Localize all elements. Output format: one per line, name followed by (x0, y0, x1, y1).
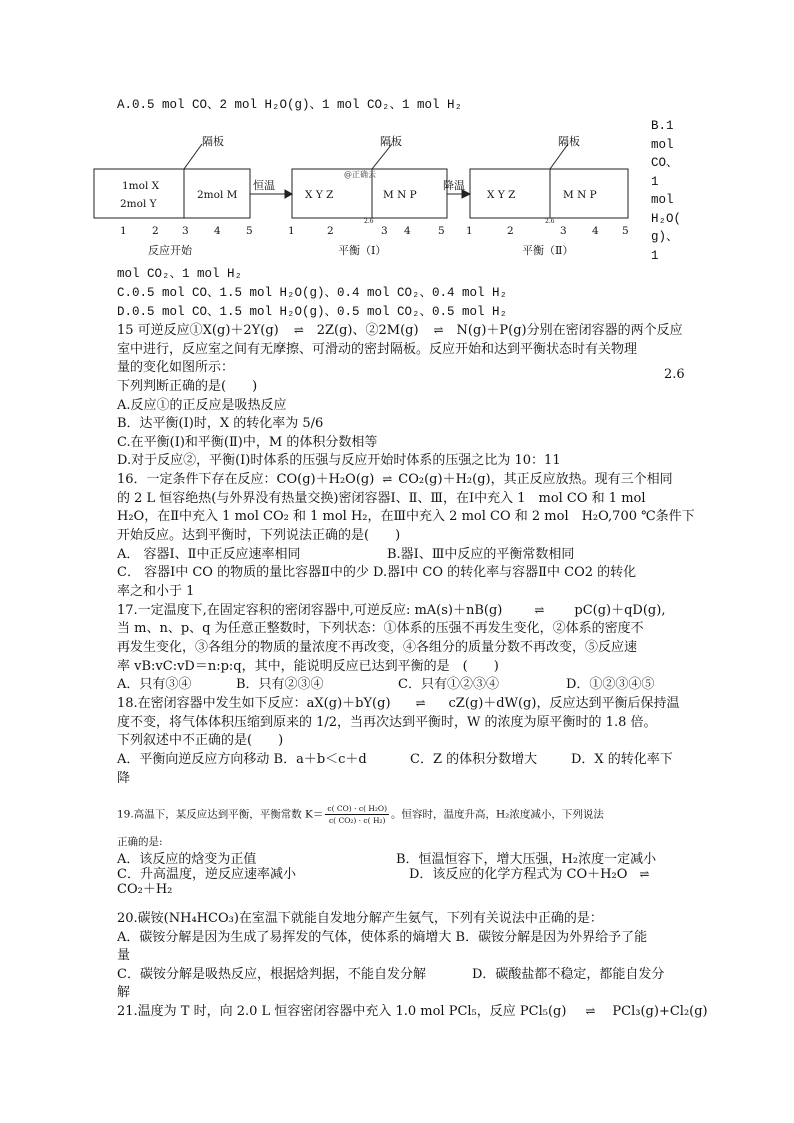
box1-left-line2: 2mol Y (120, 198, 157, 210)
q18-option-c: C．Z 的体积分数增大 (410, 752, 538, 767)
q14-option-d: D.0.5 mol CO、1.5 mol H₂O(g)、0.5 mol CO₂、0.5 mol H₂ (117, 305, 508, 319)
caption-start: 反应开始 (148, 244, 192, 257)
fraction-denominator: c( CO₂) · c( H₂) (328, 816, 386, 825)
tick-label: 3 (381, 225, 388, 237)
tick-label: 4 (592, 225, 599, 237)
q20-option-d: D．碳酸盐都不稳定，都能自发分 (472, 967, 665, 982)
q19-part: 。恒容时，温度升高，H₂浓度减小，下列说法 (391, 808, 604, 821)
box1-right: 2mol M (197, 189, 238, 201)
q15-option-d: D.对于反应②，平衡(Ⅰ)时体系的压强与反应开始时体系的压强之比为 10：11 (117, 453, 561, 468)
fraction-numerator: c( CO) · c( H₂O) (327, 804, 387, 813)
q15-stem-line4: 下列判断正确的是( ) (117, 379, 258, 394)
q20-line5: 解 (117, 985, 131, 1000)
side-value: 2.6 (664, 367, 685, 382)
tick-label: 5 (622, 225, 629, 237)
q21-part: PCl₃(g)+Cl₂(g) (612, 1004, 708, 1019)
q18-option-ab: A．平衡向逆反应方向移动 B．a＋b＜c＋d (117, 752, 367, 767)
q14-option-b-line: g)、 (651, 230, 679, 244)
tick-label: 3 (560, 225, 567, 237)
tick-label: 5 (438, 225, 445, 237)
box1-left-line1: 1mol X (122, 180, 160, 192)
q21-part: 21.温度为 T 时，向 2.0 L 恒容密闭容器中充入 1.0 mol PCl₅，反应 PCl₅(g) (117, 1004, 567, 1019)
q17-option-b: B．只有②③④ (236, 677, 324, 692)
q18-part: 18.在密闭容器中发生如下反应：aX(g)＋bY(g) (117, 696, 391, 711)
q17-part: pC(g)＋qD(g), (574, 603, 666, 618)
q19-line1 (117, 803, 604, 826)
reaction-chamber-figure (90, 130, 650, 260)
q15-stem-line1 (117, 322, 683, 339)
q20-option-c: C．碳铵分解是吸热反应，根据焓判据，不能自发分解 (117, 967, 426, 982)
q17-line2: 当 m、n、p、q 为任意正整数时，下列状态：①体系的压强不再发生变化，②体系的密度不 (117, 621, 644, 636)
q17-option-d: D．①②③④⑤ (566, 677, 655, 692)
q16-line4: 开始反应。达到平衡时，下列说法正确的是( ) (117, 528, 401, 543)
q18-line2: 度不变，将气体体积压缩到原来的 1/2，当再次达到平衡时，W 的浓度为原平衡时的 1.8 倍。 (117, 715, 657, 730)
tick-label: 2 (152, 225, 159, 237)
partition-label: 隔板 (558, 135, 580, 148)
q18-option-d: D．X 的转化率下 (571, 752, 673, 767)
q16-line2: 的 2 L 恒容绝热(与外界没有热量交换)密闭容器Ⅰ、Ⅱ、Ⅲ，在Ⅰ中充入 1 mol CO 和 1 mol (117, 491, 646, 506)
q14-option-b-tail: mol CO₂、1 mol H₂ (117, 267, 243, 281)
tick-label: 4 (214, 225, 221, 237)
box2-right-species: M N P (383, 189, 417, 201)
q18-line3: 下列叙述中不正确的是( ) (117, 733, 284, 748)
q19-part: D．该反应的化学方程式为 CO＋H₂O (409, 867, 628, 882)
q18-option-d-tail: 降 (117, 771, 131, 786)
q15-option-c: C.在平衡(Ⅰ)和平衡(Ⅱ)中，M 的体积分数相等 (117, 435, 378, 450)
q14-option-b-line: H₂O( (651, 211, 682, 226)
q19-option-b: B．恒温恒容下，增大压强，H₂浓度一定减小 (396, 852, 657, 867)
q16-line3: H₂O，在Ⅱ中充入 1 mol CO₂ 和 1 mol H₂，在Ⅲ中充入 2 mol CO 和 2 mol H₂O,700 ℃条件下 (117, 509, 695, 524)
equilibrium-arrow-icon: ⇌ (415, 696, 424, 710)
q14-option-b-line: CO、 (651, 156, 679, 170)
q18-part: cZ(g)＋dW(g)，反应达到平衡后保持温 (448, 696, 680, 711)
q14-option-b-line: mol (651, 193, 674, 207)
tick-label: 2 (327, 225, 334, 237)
q19-part: 19.高温下，某反应达到平衡，平衡常数 K＝ (117, 808, 324, 821)
q17-line1 (117, 602, 665, 619)
equilibrium-arrow-icon: ⇌ (585, 1004, 594, 1018)
equilibrium-arrow-icon: ⇌ (639, 867, 648, 881)
q16-option-b: B.器Ⅰ、Ⅲ中反应的平衡常数相同 (387, 547, 575, 562)
box2-left-species: X Y Z (305, 189, 334, 201)
arrow2-label: 降温 (443, 179, 465, 192)
q14-option-b-line: B.1 (651, 119, 674, 133)
q19-line2: 正确的是: (117, 836, 163, 848)
tick-extra-label: 2.6 (364, 218, 374, 225)
equilibrium-constant-fraction (325, 803, 389, 826)
caption-eq1: 平衡（Ⅰ） (338, 244, 387, 257)
q14-option-b-line: 1 (651, 174, 659, 189)
q19-option-d (409, 866, 659, 883)
partition-label: 隔板 (202, 135, 224, 148)
q14-option-a: A.0.5 mol CO、2 mol H₂O(g)、1 mol CO₂、1 mol H₂ (117, 98, 463, 112)
equilibrium-arrow-icon: ⇌ (534, 603, 543, 617)
tick-label: 1 (120, 225, 127, 237)
q15-stem-line3: 量的变化如图所示： (117, 360, 235, 375)
q15-stem-part: 15 可逆反应①X(g)＋2Y(g) (117, 323, 279, 338)
q14-option-c: C.0.5 mol CO、1.5 mol H₂O(g)、0.4 mol CO₂、0.4 mol H₂ (117, 286, 508, 300)
q16-option-a: A． 容器Ⅰ、Ⅱ中正反应速率相同 (117, 547, 301, 562)
q17-part: 17.一定温度下,在固定容积的密闭容器中,可逆反应: mA(s)＋nB(g) (117, 603, 503, 618)
q17-line4: 率 vB:vC:vD＝n:p:q，其中，能说明反应已达到平衡的是 ( ) (117, 659, 499, 674)
q15-stem-line2: 室中进行，反应室之间有无摩擦、可滑动的密封隔板。反应开始和达到平衡状态时有关物理 (117, 342, 638, 357)
q20-line3: 量 (117, 948, 131, 963)
q16-option-d-tail: 率之和小于 1 (117, 584, 195, 599)
box3-left-species: X Y Z (487, 189, 516, 201)
partition-label: 隔板 (380, 135, 402, 148)
q16-option-cd: C． 容器Ⅰ中 CO 的物质的量比容器Ⅱ中的少 D.器Ⅰ中 CO 的转化率与容器Ⅱ中 CO2 的转化 (117, 565, 637, 580)
equilibrium-arrow-icon: ⇌ (293, 323, 302, 337)
q15-stem-part: 2Z(g)、②2M(g) (316, 323, 419, 338)
equilibrium-arrow-icon: ⇌ (382, 472, 391, 486)
equilibrium-arrow-icon: ⇌ (433, 323, 442, 337)
tick-label: 1 (288, 225, 295, 237)
q17-option-c: C．只有①②③④ (398, 677, 499, 692)
q17-line3: 再发生变化，③各组分的物质的量浓度不再改变，④各组分的质量分数不再改变，⑤反应速 (117, 640, 638, 655)
q20-line1: 20.碳铵(NH₄HCO₃)在室温下就能自发地分解产生氨气，下列有关说法中正确的是： (117, 911, 603, 926)
q16-part: 16．一定条件下存在反应：CO(g)＋H₂O(g) (117, 472, 375, 487)
q14-option-b-line: 1 (651, 248, 659, 263)
q17-option-a: A．只有③④ (117, 677, 192, 692)
q15-option-b: B．达平衡(Ⅰ)时，X 的转化率为 5/6 (117, 416, 324, 431)
q14-option-b-line: mol (651, 137, 674, 152)
box3-right-species: M N P (563, 189, 597, 201)
q16-line1 (117, 471, 673, 488)
tick-label: 1 (466, 225, 473, 237)
q15-stem-part: N(g)＋P(g)分别在密闭容器的两个反应 (456, 323, 683, 338)
tick-label: 5 (246, 225, 253, 237)
q20-line2: A．碳铵分解是因为生成了易挥发的气体，使体系的熵增大 B．碳铵分解是因为外界给予了能 (117, 930, 648, 945)
watermark: @正确云 (344, 170, 376, 179)
tick-extra-label: 2.6 (545, 218, 555, 225)
q16-part: CO₂(g)＋H₂(g)，其正反应放热。现有三个相同 (398, 472, 673, 487)
q21-line1 (117, 1003, 708, 1020)
q14-option-b-column (651, 117, 691, 265)
tick-label: 4 (404, 225, 411, 237)
q19-option-a: A．该反应的焓变为正值 (117, 852, 257, 867)
q19-option-c: C．升高温度，逆反应速率减小 (117, 867, 296, 882)
caption-eq2: 平衡（Ⅱ） (522, 244, 574, 257)
tick-label: 2 (507, 225, 514, 237)
arrow1-label: 恒温 (253, 179, 275, 192)
tick-label: 3 (182, 225, 189, 237)
q18-line1 (117, 695, 679, 712)
q15-option-a: A.反应①的正反应是吸热反应 (117, 398, 287, 413)
q19-option-d-tail: CO₂＋H₂ (117, 882, 173, 897)
